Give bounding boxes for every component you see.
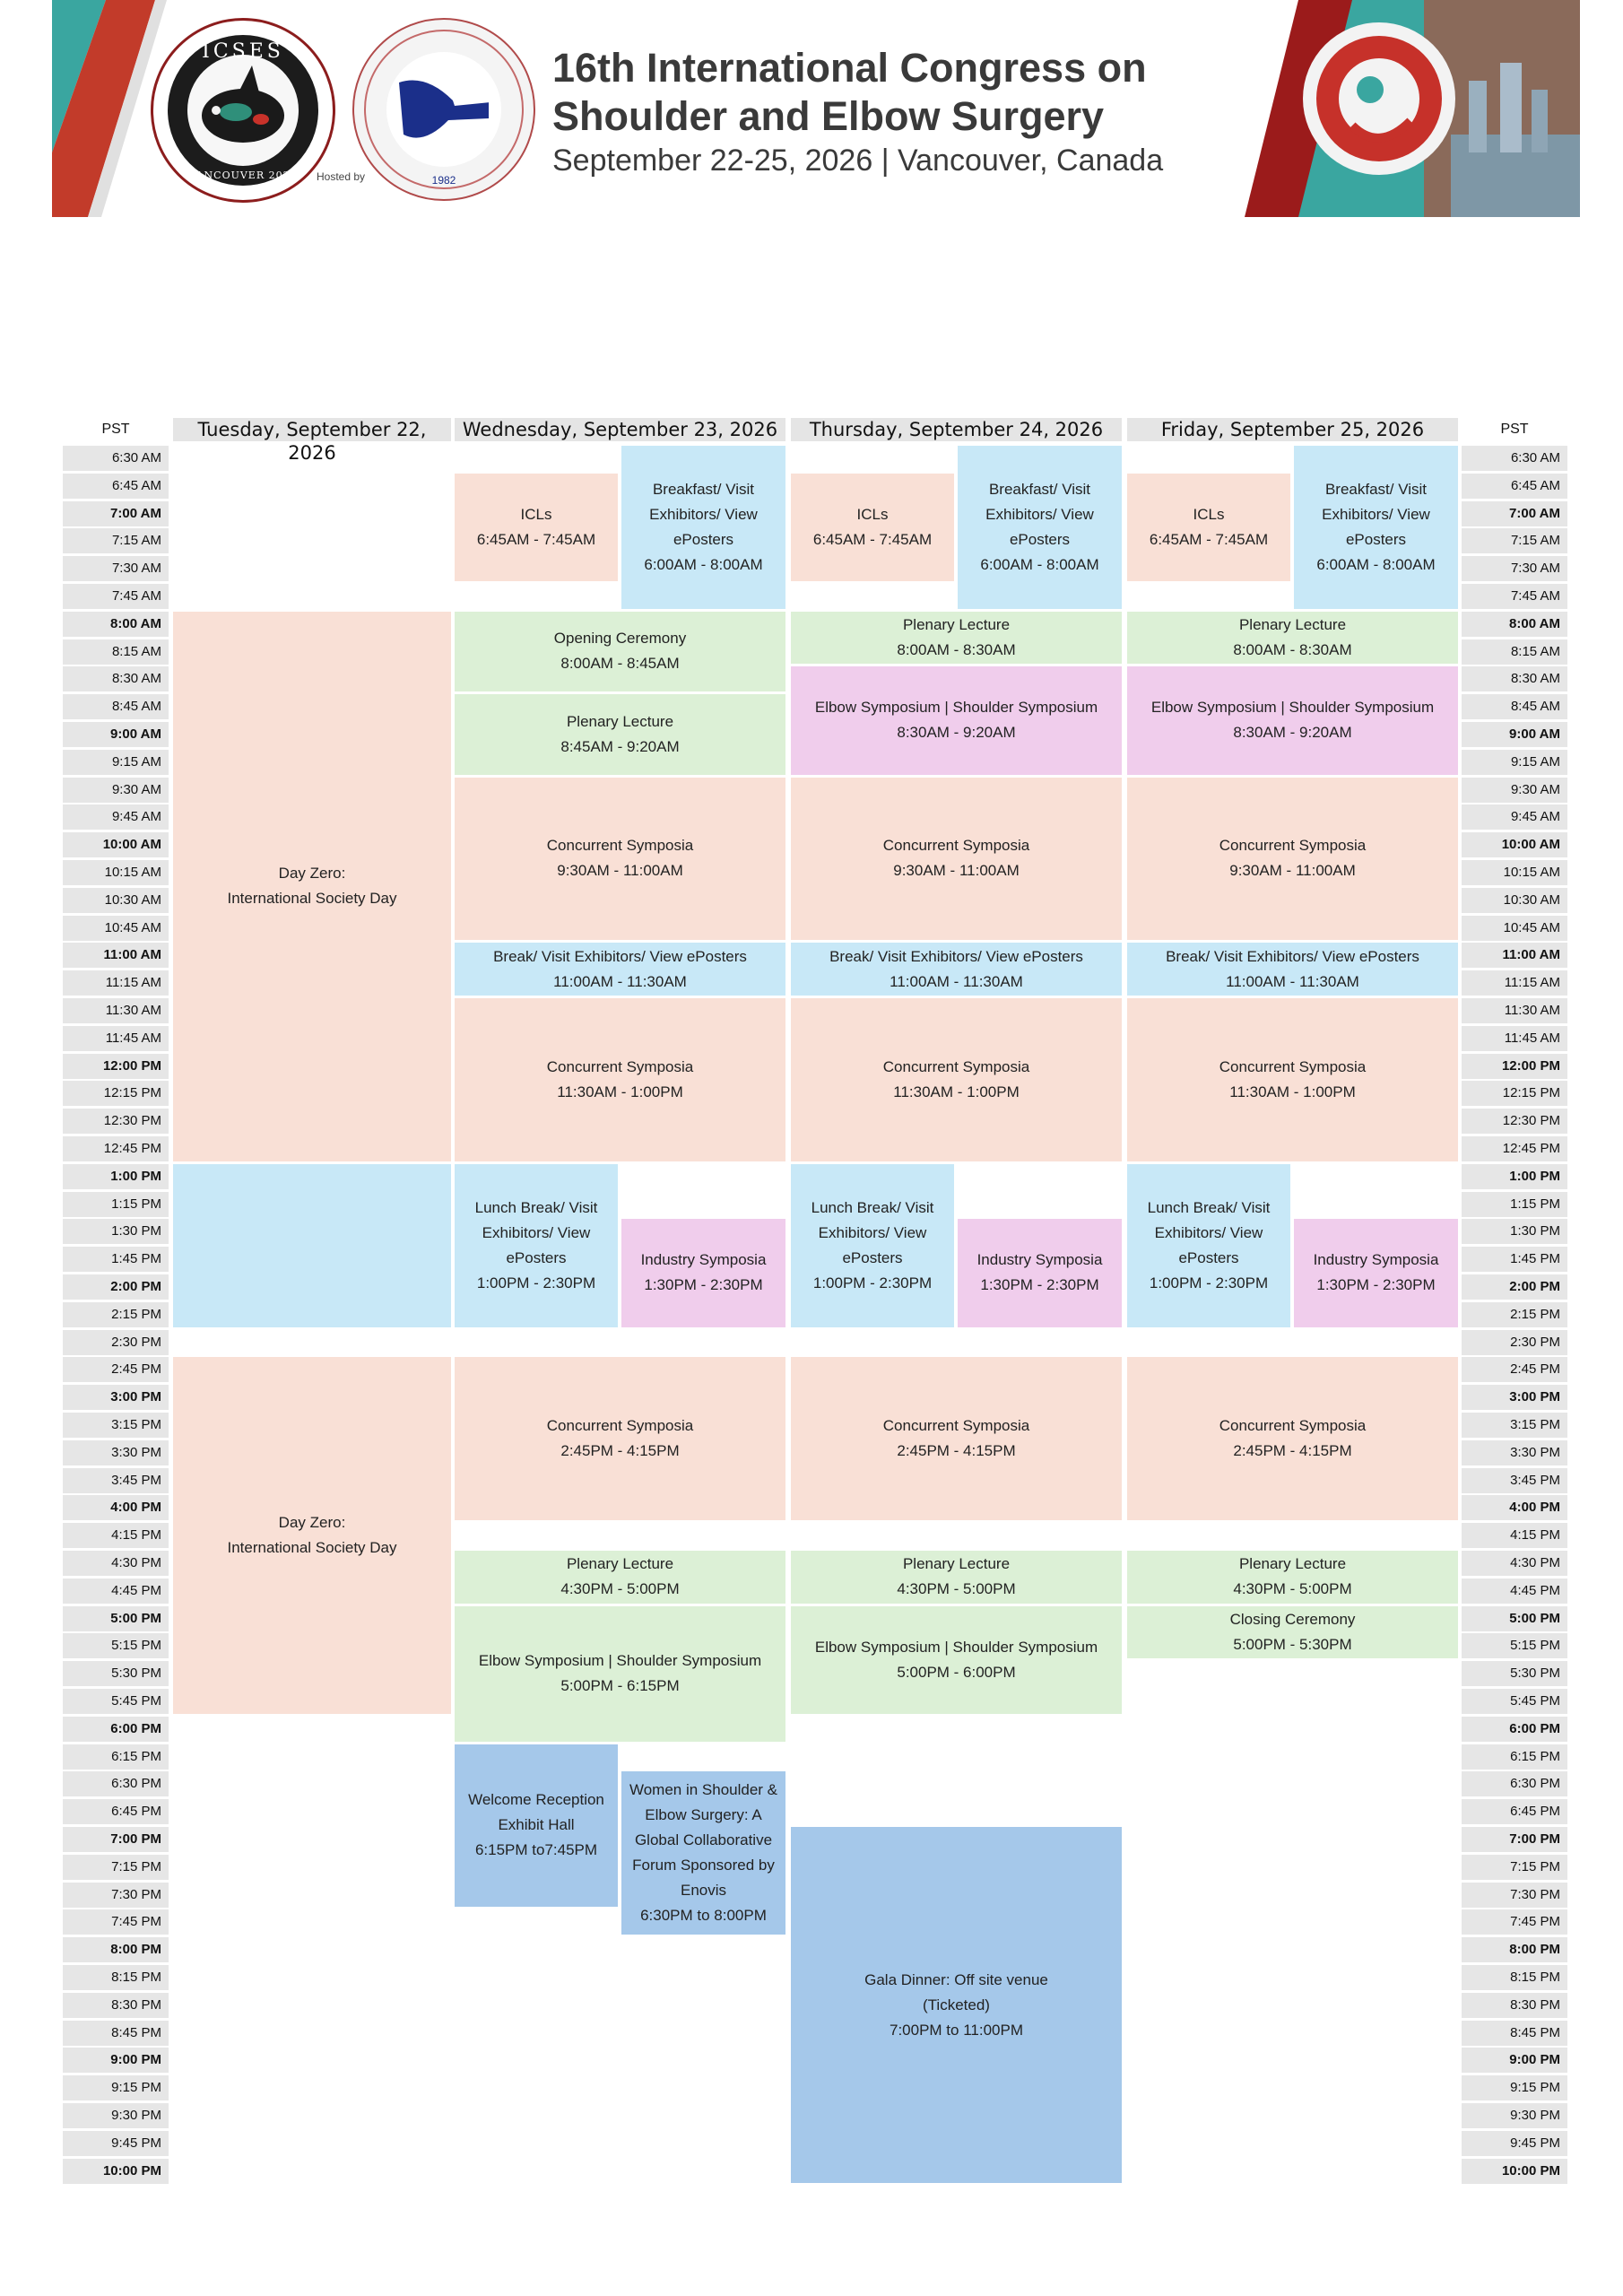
time-label-right: 6:30 PM: [1462, 1771, 1567, 1796]
event-concurrent-symposia: [455, 1357, 785, 1520]
time-label-left: 10:15 AM: [63, 860, 169, 885]
event-time: International Society Day: [227, 890, 397, 908]
time-label-right: 9:45 PM: [1462, 2131, 1567, 2156]
time-label-right: 8:15 AM: [1462, 639, 1567, 665]
timezone-label-left: PST: [101, 422, 130, 437]
event-title-line: Closing Ceremony: [1229, 1610, 1356, 1628]
event-lunch-break-visit: [1127, 1164, 1290, 1327]
time-label-left: 10:45 AM: [63, 916, 169, 941]
event-plenary-lecture: [1127, 1551, 1458, 1604]
time-label-right: 2:00 PM: [1462, 1274, 1567, 1300]
event-plenary-lecture: [791, 612, 1122, 665]
time-label-right: 10:30 AM: [1462, 888, 1567, 913]
time-label-left: 6:45 PM: [63, 1799, 169, 1824]
event-title-line: Lunch Break/ Visit: [1147, 1198, 1271, 1216]
time-label-right: 8:30 PM: [1462, 1993, 1567, 2018]
time-label-right: 7:45 PM: [1462, 1909, 1567, 1935]
event-title-line: Industry Symposia: [640, 1251, 767, 1269]
time-label-right: 4:45 PM: [1462, 1578, 1567, 1604]
event-title-line: Concurrent Symposia: [882, 1057, 1030, 1075]
event-icls: [455, 474, 618, 581]
time-label-right: 4:15 PM: [1462, 1523, 1567, 1548]
event-concurrent-symposia: [1127, 1357, 1458, 1520]
time-label-right: 7:30 AM: [1462, 556, 1567, 581]
time-label-left: 12:30 PM: [63, 1109, 169, 1134]
event-title-line: Break/ Visit Exhibitors/ View ePosters: [1166, 947, 1419, 965]
event-time: 9:30AM - 11:00AM: [893, 862, 1020, 880]
event-time: 1:30PM - 2:30PM: [644, 1276, 763, 1294]
time-label-left: 6:30 PM: [63, 1771, 169, 1796]
time-label-right: 5:00 PM: [1462, 1606, 1567, 1631]
event-time: 4:30PM - 5:00PM: [560, 1580, 680, 1598]
event-title-line: ePosters: [673, 530, 734, 548]
time-label-left: 7:45 AM: [63, 584, 169, 609]
time-label-right: 6:15 PM: [1462, 1744, 1567, 1770]
time-label-left: 11:30 AM: [63, 998, 169, 1023]
time-label-left: 9:15 PM: [63, 2075, 169, 2100]
event-time: 6:00AM - 8:00AM: [644, 555, 763, 573]
event-time: 1:00PM - 2:30PM: [812, 1274, 933, 1292]
time-label-left: 9:30 AM: [63, 778, 169, 803]
event-time: 11:30AM - 1:00PM: [893, 1083, 1020, 1100]
time-label-left: 9:00 AM: [63, 722, 169, 747]
time-label-left: 1:00 PM: [63, 1164, 169, 1189]
time-label-left: 1:15 PM: [63, 1192, 169, 1217]
time-label-right: 6:45 AM: [1462, 474, 1567, 499]
event-time: 8:00AM - 8:30AM: [897, 641, 1016, 659]
time-label-right: 8:00 AM: [1462, 612, 1567, 637]
time-label-left: 7:15 PM: [63, 1855, 169, 1880]
time-label-left: 4:45 PM: [63, 1578, 169, 1604]
time-label-right: 2:45 PM: [1462, 1357, 1567, 1382]
time-label-left: 2:30 PM: [63, 1330, 169, 1355]
event-title-line: Elbow Symposium | Shoulder Symposium: [478, 1652, 762, 1670]
event-breakfast-visit: [621, 446, 785, 609]
time-label-left: 5:30 PM: [63, 1661, 169, 1686]
time-label-left: 3:00 PM: [63, 1385, 169, 1410]
time-label-right: 5:15 PM: [1462, 1633, 1567, 1658]
event-title-line: Gala Dinner: Off site venue: [864, 1970, 1048, 1988]
event-title-line: Plenary Lecture: [566, 712, 674, 730]
event-break-visit-exhibitors-view-eposters: [1127, 943, 1458, 996]
hosted-by-label: Hosted by: [317, 170, 366, 183]
time-label-left: 6:30 AM: [63, 446, 169, 471]
time-label-right: 4:00 PM: [1462, 1495, 1567, 1520]
event-title-line: Day Zero:: [278, 1514, 346, 1532]
event-plenary-lecture: [455, 694, 785, 774]
time-label-left: 2:15 PM: [63, 1302, 169, 1327]
time-label-right: 11:00 AM: [1462, 943, 1567, 968]
event-title-line: Exhibitors/ View: [1322, 505, 1430, 523]
time-label-left: 6:45 AM: [63, 474, 169, 499]
event-title-line: Elbow Surgery: A: [645, 1806, 762, 1824]
event-time: 1:30PM - 2:30PM: [980, 1276, 1099, 1294]
event-time: 11:30AM - 1:00PM: [1229, 1083, 1356, 1100]
time-label-left: 5:15 PM: [63, 1633, 169, 1658]
event-time: International Society Day: [227, 1539, 397, 1557]
time-label-left: 9:30 PM: [63, 2103, 169, 2128]
time-label-right: 10:00 AM: [1462, 832, 1567, 857]
event-title-line: Exhibitors/ View: [818, 1223, 927, 1241]
event-title-line: Plenary Lecture: [1238, 616, 1347, 634]
day-header-friday: Friday, September 25, 2026: [1127, 418, 1458, 441]
event-title-line: Breakfast/ Visit: [988, 480, 1091, 498]
day-header-tuesday: Tuesday, September 22, 2026: [173, 418, 451, 441]
time-label-right: 9:15 AM: [1462, 750, 1567, 775]
time-label-right: 3:45 PM: [1462, 1468, 1567, 1493]
event-plenary-lecture: [1127, 612, 1458, 665]
event-time: 4:30PM - 5:00PM: [1233, 1580, 1352, 1598]
time-label-right: 6:30 AM: [1462, 446, 1567, 471]
event-title-line: Lunch Break/ Visit: [474, 1198, 598, 1216]
event-title-line: Exhibitors/ View: [649, 505, 758, 523]
event-title-line: Elbow Symposium | Shoulder Symposium: [814, 699, 1098, 717]
time-label-left: 7:30 PM: [63, 1883, 169, 1908]
time-label-left: 9:00 PM: [63, 2048, 169, 2073]
time-label-right: 10:00 PM: [1462, 2159, 1567, 2184]
time-label-left: 8:45 PM: [63, 2021, 169, 2046]
time-label-right: 6:45 PM: [1462, 1799, 1567, 1824]
event-time: 4:30PM - 5:00PM: [897, 1580, 1016, 1598]
event-breakfast-visit: [1294, 446, 1458, 609]
time-label-left: 10:30 AM: [63, 888, 169, 913]
event-time: 11:00AM - 11:30AM: [553, 972, 687, 990]
event-icls: [1127, 474, 1290, 581]
event-concurrent-symposia: [1127, 778, 1458, 941]
event-title-line: Concurrent Symposia: [546, 837, 694, 855]
event-title-line: Elbow Symposium | Shoulder Symposium: [1150, 699, 1435, 717]
time-label-right: 7:00 AM: [1462, 501, 1567, 526]
event-breakfast-visit: [958, 446, 1122, 609]
time-label-right: 9:30 AM: [1462, 778, 1567, 803]
event-title-line: Exhibitors/ View: [1154, 1223, 1263, 1241]
time-label-right: 7:30 PM: [1462, 1883, 1567, 1908]
event-lunch-break-visit: [455, 1164, 618, 1327]
time-label-right: 7:15 PM: [1462, 1855, 1567, 1880]
event-time: 11:00AM - 11:30AM: [890, 972, 1023, 990]
time-label-left: 10:00 PM: [63, 2159, 169, 2184]
time-label-left: 4:15 PM: [63, 1523, 169, 1548]
time-label-right: 2:30 PM: [1462, 1330, 1567, 1355]
event-time: 6:45AM - 7:45AM: [1149, 530, 1269, 548]
event-title-line: Industry Symposia: [1313, 1251, 1439, 1269]
event-title-line: Concurrent Symposia: [1219, 837, 1367, 855]
time-label-right: 6:00 PM: [1462, 1717, 1567, 1742]
event-title-line: Break/ Visit Exhibitors/ View ePosters: [829, 947, 1083, 965]
time-label-right: 1:30 PM: [1462, 1219, 1567, 1244]
time-label-right: 8:45 PM: [1462, 2021, 1567, 2046]
time-label-right: 12:00 PM: [1462, 1054, 1567, 1079]
time-label-right: 11:45 AM: [1462, 1026, 1567, 1051]
event-time: 2:45PM - 4:15PM: [560, 1442, 680, 1460]
time-label-right: 7:15 AM: [1462, 528, 1567, 553]
event-concurrent-symposia: [1127, 998, 1458, 1161]
time-label-right: 5:30 PM: [1462, 1661, 1567, 1686]
event-time: 8:30AM - 9:20AM: [1233, 724, 1352, 742]
time-label-left: 11:15 AM: [63, 970, 169, 996]
event-title-line: Plenary Lecture: [902, 1555, 1011, 1573]
event-title-line: Breakfast/ Visit: [652, 480, 755, 498]
event-title-line: Women in Shoulder &: [629, 1781, 778, 1799]
event-title-line: ePosters: [1009, 530, 1071, 548]
time-label-right: 3:00 PM: [1462, 1385, 1567, 1410]
event-title-line: Concurrent Symposia: [882, 837, 1030, 855]
event-time: 7:00PM to 11:00PM: [890, 2021, 1023, 2039]
time-label-left: 9:15 AM: [63, 750, 169, 775]
event-title-line: Day Zero:: [278, 865, 346, 883]
event-break-visit-exhibitors-view-eposters: [791, 943, 1122, 996]
event-time: 2:45PM - 4:15PM: [897, 1442, 1016, 1460]
time-label-right: 8:45 AM: [1462, 694, 1567, 719]
event-concurrent-symposia: [455, 998, 785, 1161]
event-title-line: Exhibitors/ View: [985, 505, 1094, 523]
time-label-left: 2:45 PM: [63, 1357, 169, 1382]
time-label-right: 4:30 PM: [1462, 1551, 1567, 1576]
time-label-left: 12:15 PM: [63, 1081, 169, 1106]
time-label-right: 9:00 AM: [1462, 722, 1567, 747]
event-women-in-shoulder: [621, 1771, 785, 1935]
time-label-left: 12:00 PM: [63, 1054, 169, 1079]
event-time: 1:30PM - 2:30PM: [1316, 1276, 1436, 1294]
event-time: 5:00PM - 6:15PM: [560, 1677, 680, 1695]
event-closing-ceremony: [1127, 1606, 1458, 1659]
time-label-left: 6:15 PM: [63, 1744, 169, 1770]
event-industry-symposia: [621, 1219, 785, 1326]
timezone-label-right: PST: [1500, 422, 1529, 437]
ases-logo-year: 1982: [431, 174, 456, 187]
banner-title-line1: 16th International Congress on: [552, 45, 1147, 91]
time-label-left: 4:00 PM: [63, 1495, 169, 1520]
time-label-left: 8:15 AM: [63, 639, 169, 665]
event-title-line: Opening Ceremony: [553, 630, 687, 648]
event-concurrent-symposia: [791, 778, 1122, 941]
event-time: 8:45AM - 9:20AM: [560, 737, 680, 755]
event-elbow-symposium-shoulder-symposium: [1127, 666, 1458, 774]
event-title-line: Forum Sponsored by: [632, 1857, 775, 1874]
event-title-line: Plenary Lecture: [566, 1555, 674, 1573]
event-time: 8:30AM - 9:20AM: [897, 724, 1016, 742]
time-label-left: 3:45 PM: [63, 1468, 169, 1493]
icses-logo-city: VANCOUVER 2026: [188, 170, 298, 181]
event-time: 8:00AM - 8:45AM: [560, 655, 680, 673]
event-elbow-symposium-shoulder-symposium: [791, 1606, 1122, 1714]
time-label-right: 2:15 PM: [1462, 1302, 1567, 1327]
time-label-left: 8:30 PM: [63, 1993, 169, 2018]
event-gala-dinner-off-site-venue: [791, 1827, 1122, 2183]
icses-logo-text: ICSES: [202, 40, 284, 63]
event-title-line: Concurrent Symposia: [1219, 1057, 1367, 1075]
event-title-line: Enovis: [680, 1882, 727, 1900]
event-welcome-reception: [455, 1744, 618, 1908]
time-label-left: 7:45 PM: [63, 1909, 169, 1935]
event-time: 9:30AM - 11:00AM: [557, 862, 683, 880]
event-title-line: Industry Symposia: [976, 1251, 1103, 1269]
event-title-line: Break/ Visit Exhibitors/ View ePosters: [493, 947, 747, 965]
time-label-right: 9:00 PM: [1462, 2048, 1567, 2073]
event-title-line: Breakfast/ Visit: [1324, 480, 1428, 498]
time-label-left: 1:45 PM: [63, 1247, 169, 1272]
event-title-line: Elbow Symposium | Shoulder Symposium: [814, 1638, 1098, 1656]
time-label-left: 7:15 AM: [63, 528, 169, 553]
event-title-line: Plenary Lecture: [902, 616, 1011, 634]
event-concurrent-symposia: [455, 778, 785, 941]
day-header-thursday: Thursday, September 24, 2026: [791, 418, 1122, 441]
time-label-right: 10:45 AM: [1462, 916, 1567, 941]
time-label-left: 7:00 PM: [63, 1827, 169, 1852]
time-label-left: 8:15 PM: [63, 1965, 169, 1990]
time-label-right: 12:45 PM: [1462, 1136, 1567, 1161]
event-day-zero: [173, 1357, 451, 1713]
event-time: 5:00PM - 6:00PM: [897, 1663, 1016, 1681]
event-title-line: ePosters: [842, 1248, 903, 1266]
time-label-right: 5:45 PM: [1462, 1689, 1567, 1714]
event-time: 6:00AM - 8:00AM: [980, 555, 1099, 573]
time-label-right: 7:00 PM: [1462, 1827, 1567, 1852]
time-label-left: 7:30 AM: [63, 556, 169, 581]
event-time: 5:00PM - 5:30PM: [1233, 1635, 1352, 1653]
time-label-right: 1:45 PM: [1462, 1247, 1567, 1272]
time-label-left: 3:15 PM: [63, 1413, 169, 1438]
event-title-line: Exhibit Hall: [498, 1816, 575, 1834]
event-elbow-symposium-shoulder-symposium: [791, 666, 1122, 774]
event-opening-ceremony: [455, 612, 785, 691]
time-label-right: 3:30 PM: [1462, 1440, 1567, 1465]
event-title-line: Exhibitors/ View: [482, 1223, 591, 1241]
time-label-left: 8:45 AM: [63, 694, 169, 719]
time-label-left: 7:00 AM: [63, 501, 169, 526]
time-label-left: 8:30 AM: [63, 666, 169, 691]
time-label-left: 8:00 AM: [63, 612, 169, 637]
event-time: 6:45AM - 7:45AM: [476, 530, 596, 548]
event-concurrent-symposia: [791, 998, 1122, 1161]
time-label-right: 12:30 PM: [1462, 1109, 1567, 1134]
event-time: 8:00AM - 8:30AM: [1233, 641, 1352, 659]
event-time: 6:45AM - 7:45AM: [812, 530, 933, 548]
time-label-right: 8:00 PM: [1462, 1937, 1567, 1962]
banner-title-line2: Shoulder and Elbow Surgery: [552, 93, 1105, 139]
time-label-right: 9:30 PM: [1462, 2103, 1567, 2128]
time-label-right: 7:45 AM: [1462, 584, 1567, 609]
event-time: 1:00PM - 2:30PM: [1149, 1274, 1269, 1292]
event-title-line: Concurrent Symposia: [546, 1057, 694, 1075]
time-label-right: 11:15 AM: [1462, 970, 1567, 996]
time-label-left: 2:00 PM: [63, 1274, 169, 1300]
time-label-right: 10:15 AM: [1462, 860, 1567, 885]
event-title-line: ICLs: [856, 505, 889, 523]
time-label-right: 9:15 PM: [1462, 2075, 1567, 2100]
event-title-line: ePosters: [506, 1248, 567, 1266]
event-time: 6:00AM - 8:00AM: [1316, 555, 1436, 573]
event-title-line: ICLs: [1193, 505, 1225, 523]
event-title-line: Concurrent Symposia: [882, 1417, 1030, 1435]
time-label-left: 8:00 PM: [63, 1937, 169, 1962]
time-label-left: 3:30 PM: [63, 1440, 169, 1465]
event-time: 11:00AM - 11:30AM: [1226, 972, 1359, 990]
event-time: 1:00PM - 2:30PM: [476, 1274, 596, 1292]
time-label-left: 5:45 PM: [63, 1689, 169, 1714]
event-title-line: ICLs: [520, 505, 552, 523]
time-label-right: 12:15 PM: [1462, 1081, 1567, 1106]
event-title-line: Global Collaborative: [634, 1831, 773, 1849]
time-label-left: 5:00 PM: [63, 1606, 169, 1631]
event-concurrent-symposia: [791, 1357, 1122, 1520]
time-label-left: 10:00 AM: [63, 832, 169, 857]
event-title-line: ePosters: [1178, 1248, 1239, 1266]
event-break-visit-exhibitors-view-eposters: [455, 943, 785, 996]
event-icls: [791, 474, 954, 581]
event-industry-symposia: [1294, 1219, 1458, 1326]
event-title-line: Lunch Break/ Visit: [811, 1198, 934, 1216]
event-lunch-break-visit: [791, 1164, 954, 1327]
event-time: 6:30PM to 8:00PM: [640, 1907, 767, 1925]
day-header-wednesday: Wednesday, September 23, 2026: [455, 418, 785, 441]
time-label-left: 6:00 PM: [63, 1717, 169, 1742]
time-label-left: 11:45 AM: [63, 1026, 169, 1051]
event-time: 2:45PM - 4:15PM: [1233, 1442, 1352, 1460]
event-elbow-symposium-shoulder-symposium: [455, 1606, 785, 1742]
banner-subtitle: September 22-25, 2026 | Vancouver, Canada: [552, 144, 1164, 178]
event-plenary-lecture: [791, 1551, 1122, 1604]
time-label-right: 1:00 PM: [1462, 1164, 1567, 1189]
time-label-right: 3:15 PM: [1462, 1413, 1567, 1438]
time-label-left: 1:30 PM: [63, 1219, 169, 1244]
event-time: 11:30AM - 1:00PM: [557, 1083, 683, 1100]
event-time: 9:30AM - 11:00AM: [1229, 862, 1356, 880]
event-title-line: Concurrent Symposia: [1219, 1417, 1367, 1435]
event-break-block: [173, 1164, 451, 1327]
time-label-right: 8:15 PM: [1462, 1965, 1567, 1990]
event-plenary-lecture: [455, 1551, 785, 1604]
time-label-left: 11:00 AM: [63, 943, 169, 968]
time-label-left: 12:45 PM: [63, 1136, 169, 1161]
event-title-line: ePosters: [1345, 530, 1407, 548]
event-day-zero: [173, 612, 451, 1161]
time-label-right: 11:30 AM: [1462, 998, 1567, 1023]
time-label-right: 8:30 AM: [1462, 666, 1567, 691]
event-title-line: Concurrent Symposia: [546, 1417, 694, 1435]
event-title-line: Plenary Lecture: [1238, 1555, 1347, 1573]
time-label-right: 9:45 AM: [1462, 804, 1567, 830]
time-label-left: 9:45 AM: [63, 804, 169, 830]
time-label-left: 4:30 PM: [63, 1551, 169, 1576]
event-title-line: (Ticketed): [923, 1996, 990, 2013]
event-industry-symposia: [958, 1219, 1122, 1326]
time-label-right: 1:15 PM: [1462, 1192, 1567, 1217]
time-label-left: 9:45 PM: [63, 2131, 169, 2156]
event-title-line: Welcome Reception: [468, 1791, 604, 1809]
event-time: 6:15PM to7:45PM: [474, 1841, 598, 1859]
